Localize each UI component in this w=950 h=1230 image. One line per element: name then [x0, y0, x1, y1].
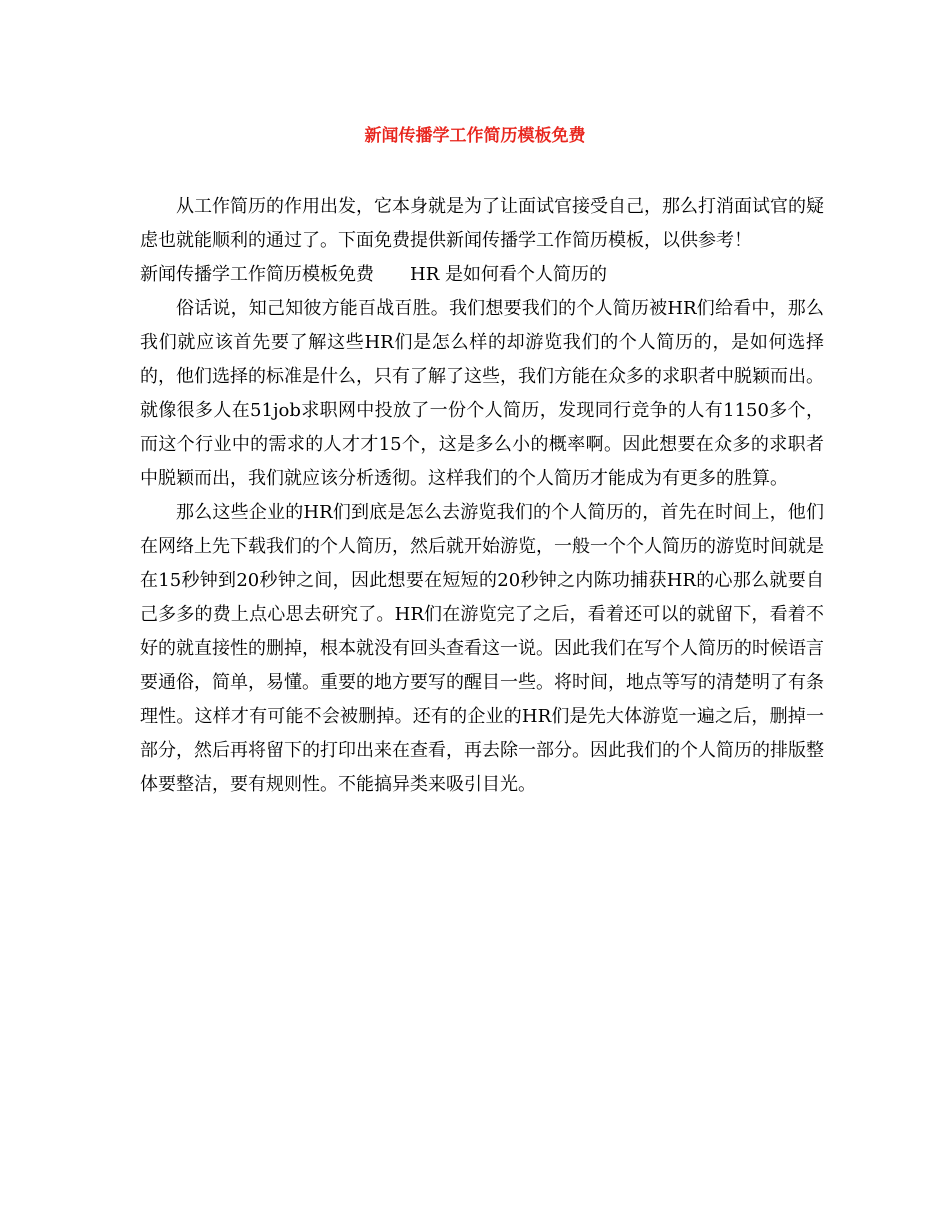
section-subheading	[140, 258, 824, 292]
document-title: 新闻传播学工作简历模板免费	[364, 126, 586, 146]
body-paragraph-2: 那么这些企业的HR们到底是怎么去游览我们的个人简历的，首先在时间上，他们在网络上先下载我们的个人简历，然后就开始游览，一般一个个人简历的游览时间就是在15秒钟到20秒钟之间，因此想要在短短的20秒钟之内陈功捕获HR的心那么就要自己多多的费上点心思去研究了。HR们在游览完了之后，看着还可以的就留下，看着不好的就直接性的删掉，根本就没有回头查看这一说。因此我们在写个人简历的时候语言要通俗，简单，易懂。重要的地方要写的醒目一些。将时间，地点等写的清楚明了有条理性。这样才有可能不会被删掉。还有的企业的HR们是先大体游览一遍之后，删掉一部分，然后再将留下的打印出来在查看，再去除一部分。因此我们的个人简历的排版整体要整洁，要有规则性。不能搞异类来吸引目光。	[140, 502, 824, 795]
subheading-left: 新闻传播学工作简历模板免费	[140, 264, 374, 285]
subheading-right: HR 是如何看个人简历的	[410, 264, 607, 285]
document-body	[140, 190, 824, 802]
intro-paragraph: 从工作简历的作用出发，它本身就是为了让面试官接受自己，那么打消面试官的疑虑也就能顺利的通过了。下面免费提供新闻传播学工作简历模板，以供参考！	[140, 196, 824, 251]
body-paragraph-1: 俗话说，知己知彼方能百战百胜。我们想要我们的个人简历被HR们给看中，那么我们就应该首先要了解这些HR们是怎么样的却游览我们的个人简历的，是如何选择的，他们选择的标准是什么，只有了解了这些，我们方能在众多的求职者中脱颖而出。就像很多人在51job求职网中投放了一份个人简历，发现同行竞争的人有1150多个，而这个行业中的需求的人才才15个，这是多么小的概率啊。因此想要在众多的求职者中脱颖而出，我们就应该分析透彻。这样我们的个人简历才能成为有更多的胜算。	[140, 298, 824, 489]
